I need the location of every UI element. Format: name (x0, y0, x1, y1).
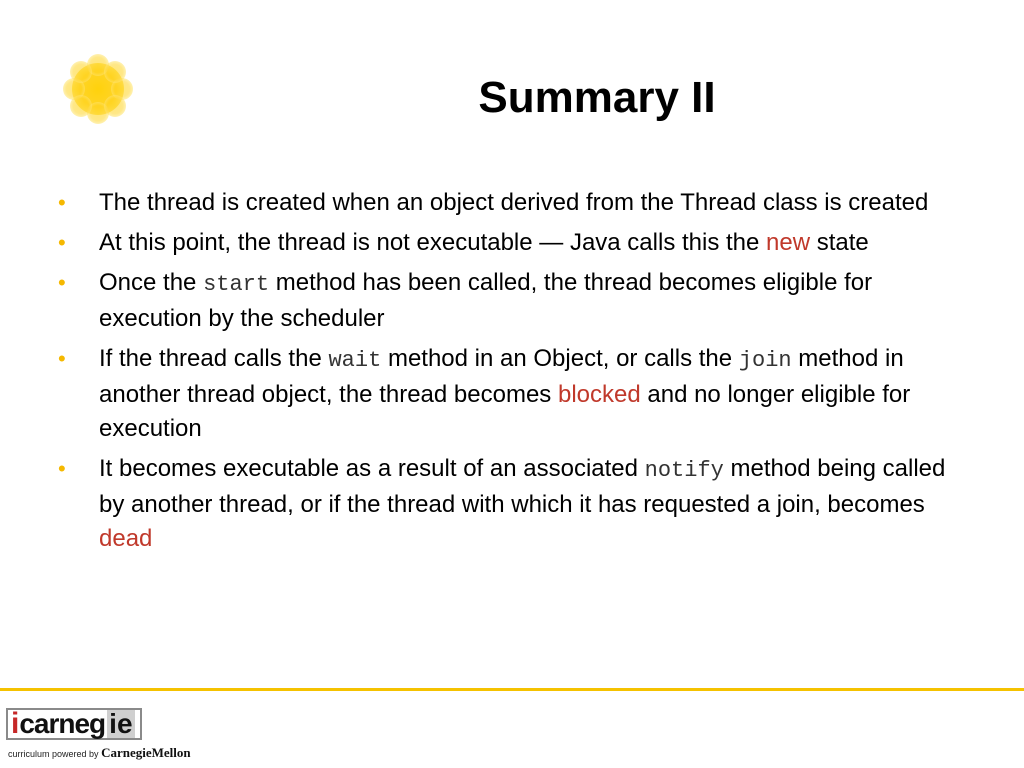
logo-box-text: ie (109, 708, 133, 739)
code-term: wait (328, 348, 382, 373)
bullet-dot-icon: • (58, 230, 66, 255)
bullet-text: method in an Object, or calls the (381, 345, 739, 372)
bullet-dot-icon: • (58, 346, 66, 371)
powered-by-text: curriculum powered by (8, 749, 99, 759)
bullet-item (58, 266, 958, 336)
logo-letter-i: i (11, 707, 20, 740)
carnegie-mellon-wordmark: CarnegieMellon (101, 745, 191, 760)
bullet-text: state (810, 229, 869, 256)
bullet-dot-icon: • (58, 270, 66, 295)
icarnegie-logo (6, 708, 142, 740)
footer-divider (0, 688, 1024, 691)
slide-title: Summary II (478, 73, 716, 122)
state-term: blocked (557, 381, 641, 408)
bullet-dot-icon: • (58, 190, 66, 215)
code-term: notify (644, 458, 724, 483)
bullet-item (58, 452, 958, 556)
bullet-text: method being called by another thread, or if the thread with which it has requested a join, becomes (99, 455, 946, 518)
bullet-text: At this point, the thread is not executable — Java calls this the (99, 229, 767, 256)
bullet-dot-icon: • (58, 456, 66, 481)
logo-text: carneg (19, 708, 106, 739)
bullet-text: and no longer eligible for execution (99, 381, 911, 442)
bullet-text: method has been called, the thread becomes eligible for execution by the scheduler (99, 269, 873, 332)
bullet-text: method in another thread object, the thread becomes (99, 345, 904, 408)
state-term: new (766, 229, 811, 256)
bullet-text: The thread is created when an object derived from the Thread class is created (99, 189, 929, 216)
bullet-item (58, 226, 958, 260)
bullet-item (58, 186, 958, 220)
bullet-item (58, 342, 958, 446)
bullet-text: If the thread calls the (99, 345, 329, 372)
powered-by-line (8, 745, 191, 761)
code-term: start (203, 272, 270, 297)
bullet-text: Once the (99, 269, 204, 296)
state-term: dead (99, 525, 153, 552)
bullet-text: It becomes executable as a result of an associated (99, 455, 645, 482)
code-term: join (738, 348, 792, 373)
bullet-list (58, 186, 958, 562)
